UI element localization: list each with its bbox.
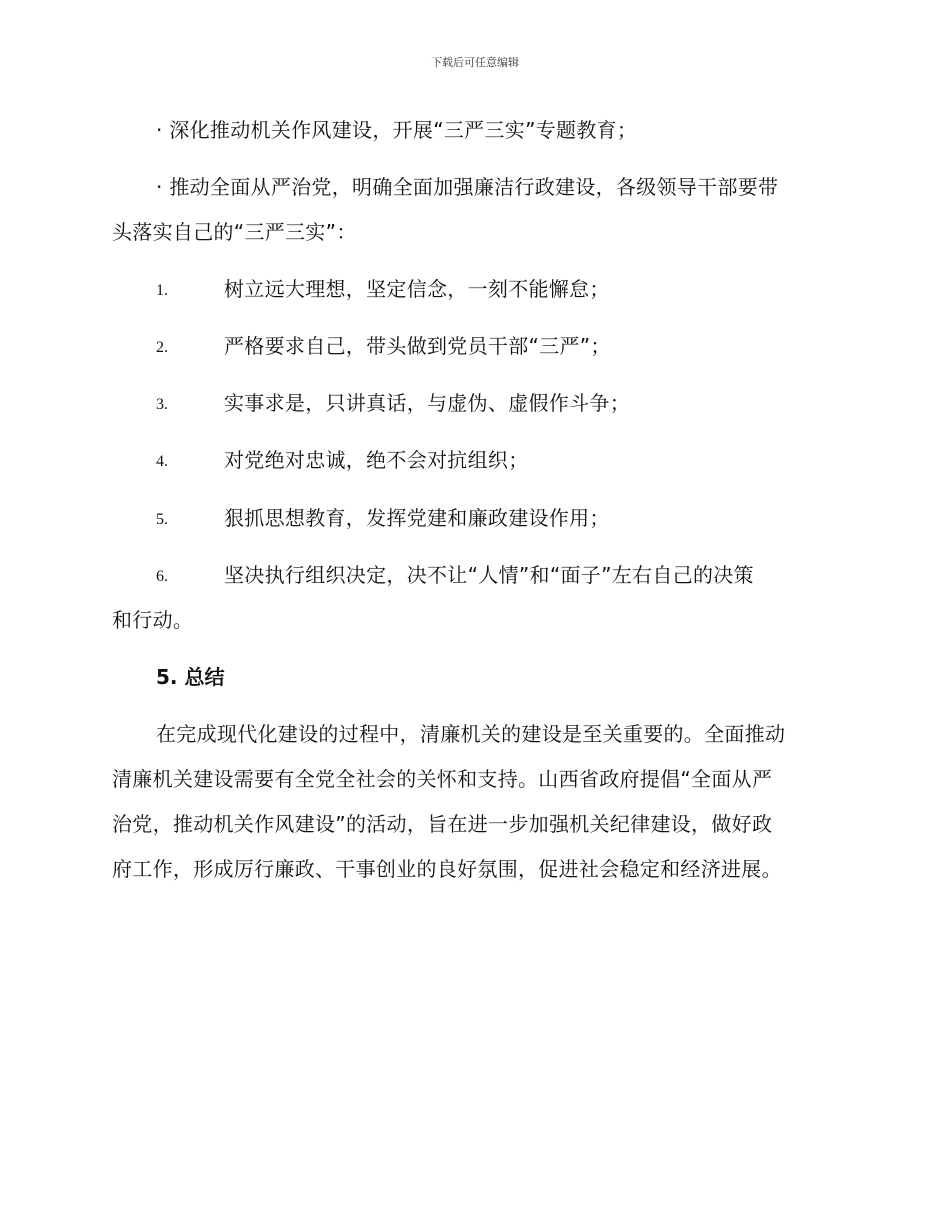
list-number-5: 5. bbox=[156, 511, 168, 528]
list-item-1: 树立远大理想，坚定信念，一刻不能懈怠； bbox=[224, 277, 610, 301]
list-number-1: 1. bbox=[156, 282, 168, 299]
list-number-3: 3. bbox=[156, 396, 168, 413]
summary-paragraph-line-4: 府工作，形成厉行廉政、干事创业的良好氛围，促进社会稳定和经济进展。 bbox=[112, 857, 782, 881]
list-number-2: 2. bbox=[156, 339, 168, 356]
list-item-5: 狠抓思想教育，发挥党建和廉政建设作用； bbox=[224, 506, 610, 530]
list-item-3: 实事求是，只讲真话，与虚伪、虚假作斗争； bbox=[224, 391, 630, 415]
list-item-4: 对党绝对忠诚，绝不会对抗组织； bbox=[224, 448, 529, 472]
list-item-6-line-2: 和行动。 bbox=[112, 608, 194, 632]
bullet-item-2-line-2: 头落实自己的“三严三实”： bbox=[112, 220, 357, 244]
summary-paragraph-line-1: 在完成现代化建设的过程中，清廉机关的建设是至关重要的。全面推动 bbox=[156, 722, 786, 746]
list-item-6-line-1: 坚决执行组织决定，决不让“人情”和“面子”左右自己的决策 bbox=[224, 563, 754, 587]
list-number-4: 4. bbox=[156, 453, 168, 470]
section-heading: 5. 总结 bbox=[156, 665, 225, 689]
bullet-item-1: · 深化推动机关作风建设，开展“三严三实”专题教育； bbox=[156, 118, 638, 142]
summary-paragraph-line-3: 治党，推动机关作风建设”的活动，旨在进一步加强机关纪律建设，做好政 bbox=[112, 812, 773, 836]
bullet-item-2-line-1: · 推动全面从严治党，明确全面加强廉洁行政建设，各级领导干部要带 bbox=[156, 175, 779, 199]
page-header: 下载后可任意编辑 bbox=[431, 56, 519, 69]
list-item-2: 严格要求自己，带头做到党员干部“三严”； bbox=[224, 334, 611, 358]
list-number-6: 6. bbox=[156, 568, 168, 585]
summary-paragraph-line-2: 清廉机关建设需要有全党全社会的关怀和支持。山西省政府提倡“全面从严 bbox=[112, 767, 773, 791]
